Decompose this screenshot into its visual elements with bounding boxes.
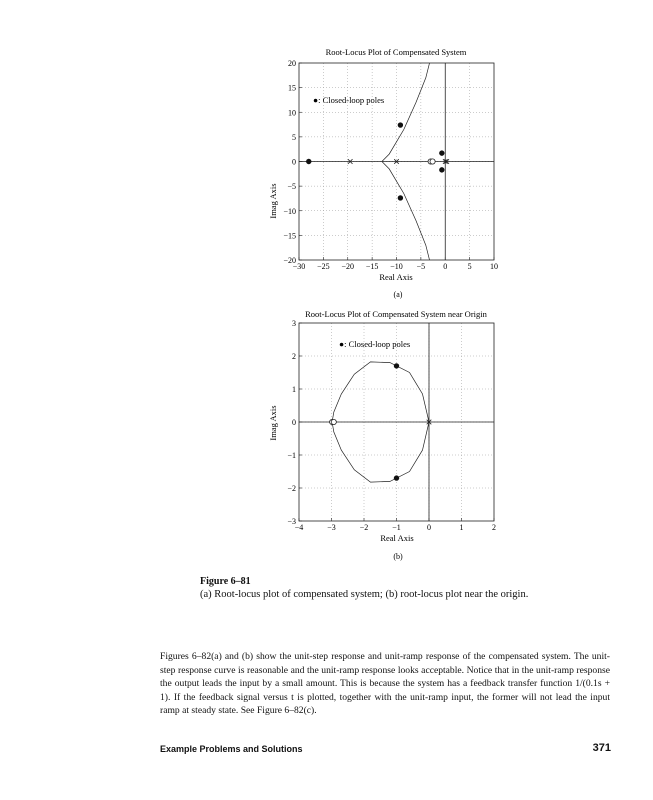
y-tick-label: 0 [292,157,296,167]
x-tick-label: −30 [292,262,306,271]
x-tick-label: −2 [359,523,369,532]
chart-title: Root-Locus Plot of Compensated System [325,47,467,57]
closed-loop-pole-marker [306,159,311,164]
running-footer: Example Problems and Solutions [160,744,303,754]
body-paragraph: Figures 6–82(a) and (b) show the unit-step response and unit-ramp response of the compensated system. The unit-step response curve is reasonable and the unit-ramp response looks acceptable. Notice that in the unit-ramp response the output leads the input by a small amount. This is because the system has a feedback transfer function 1/(0.1s + 1). If the feedback signal versus t is plotted, together with the unit-ramp input, the former will not lead the input ramp at steady state. See Figure 6–82(c). [160,651,610,717]
panel-label: (a) [393,290,403,299]
root-locus-branch [382,51,433,162]
x-tick-label: 0 [427,523,431,532]
y-tick-label: −5 [287,182,296,192]
closed-loop-pole-marker [398,122,403,127]
page-number: 371 [592,742,611,754]
y-tick-label: 15 [288,83,296,93]
x-tick-label: −1 [392,523,401,532]
closed-loop-pole-marker [439,167,444,172]
y-tick-label: 2 [292,352,296,361]
x-tick-label: −4 [294,523,304,532]
y-axis-label: Imag Axis [268,183,278,219]
x-axis-label: Real Axis [379,272,413,282]
x-tick-label: 1 [459,523,464,532]
plot-area [287,319,496,532]
closed-loop-pole-marker [439,150,444,155]
y-tick-label: 1 [292,385,296,394]
x-tick-label: 10 [490,262,498,271]
y-tick-label: 0 [292,418,296,427]
y-tick-label: −3 [287,517,296,526]
legend-label: ●: Closed-loop poles [313,95,385,105]
x-tick-label: 2 [492,523,496,532]
root-locus-figure-a [0,40,653,305]
y-tick-label: −20 [283,256,296,265]
plot-area [283,51,498,273]
x-tick-label: −10 [390,262,403,271]
x-tick-label: −3 [327,523,336,532]
figure-caption [200,576,630,602]
root-locus-figure-b [0,305,653,570]
x-tick-label: 0 [443,262,448,271]
y-tick-label: 3 [292,319,296,328]
y-tick-label: −2 [287,484,296,493]
closed-loop-pole-marker [394,363,399,368]
x-tick-label: −15 [365,262,379,271]
x-tick-label: −25 [317,262,330,271]
legend-label: ●: Closed-loop poles [339,339,411,349]
panel-label: (b) [393,552,403,561]
x-tick-label: −5 [416,262,426,271]
closed-loop-pole-marker [394,475,399,480]
x-tick-label: −20 [341,262,355,271]
y-tick-label: 10 [288,108,296,118]
y-tick-label: −1 [287,451,296,460]
chart-title: Root-Locus Plot of Compensated System near Origin [305,309,487,319]
zero-marker [331,419,336,424]
y-tick-label: −10 [283,206,296,216]
x-tick-label: 5 [467,262,472,271]
x-axis-label: Real Axis [380,533,414,543]
y-tick-label: −15 [283,231,296,241]
y-axis-label: Imag Axis [268,405,278,441]
y-tick-label: 5 [292,132,296,142]
closed-loop-pole-marker [398,195,403,200]
root-locus-branch [382,162,433,273]
zero-marker [430,159,435,164]
y-tick-label: 20 [288,59,296,68]
figure-caption-text: (a) Root-locus plot of compensated system; (b) root-locus plot near the origin. [200,589,529,600]
figure-number: Figure 6–81 [200,576,251,587]
